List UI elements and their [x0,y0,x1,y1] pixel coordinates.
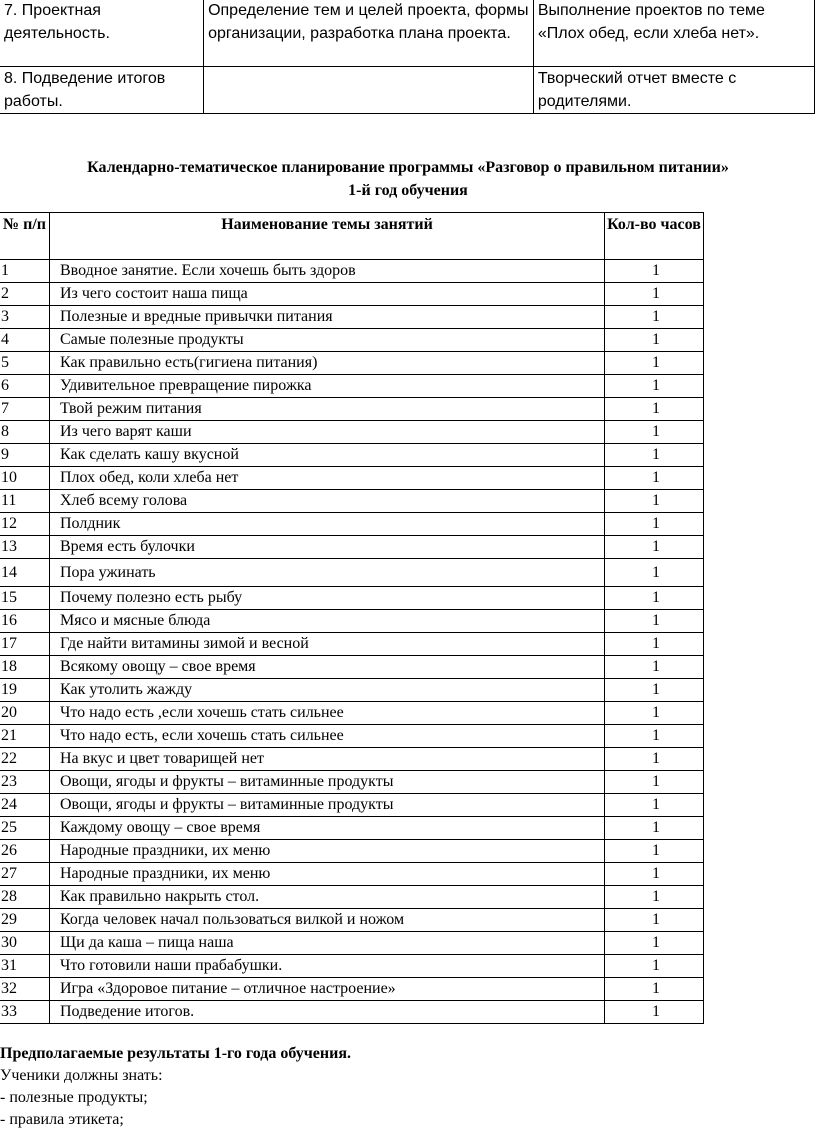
table-row [0,656,704,679]
lesson-number: 31 [0,955,50,978]
table-row [0,702,704,725]
lesson-topic: Удивительное превращение пирожка [50,375,605,398]
lesson-topic: Из чего состоит наша пища [50,283,605,306]
lesson-number: 11 [0,490,50,513]
activity-cell: Творческий отчет вместе с родителями. [533,67,814,114]
page-title: Календарно-тематическое планирование программы «Разговор о правильном питании» [87,159,729,176]
lesson-topic: Как утолить жажду [50,679,605,702]
lesson-number: 14 [0,559,50,587]
lesson-hours: 1 [605,725,704,748]
lesson-number: 15 [0,587,50,610]
lesson-number: 18 [0,656,50,679]
table-row [0,909,704,932]
lesson-hours: 1 [605,1001,704,1024]
table-row [0,932,704,955]
table-row [0,352,704,375]
table-row [0,306,704,329]
lesson-hours: 1 [605,283,704,306]
lesson-topic: Хлеб всему голова [50,490,605,513]
lesson-number: 19 [0,679,50,702]
lesson-number: 32 [0,978,50,1001]
lesson-hours: 1 [605,375,704,398]
table-row [0,748,704,771]
table-row [0,1001,704,1024]
table-row [0,490,704,513]
lesson-topic: Подведение итогов. [50,1001,605,1024]
lesson-topic: Что готовили наши прабабушки. [50,955,605,978]
results-heading: Предполагаемые результаты 1-го года обучения. [0,1045,351,1062]
lesson-topic: Почему полезно есть рыбу [50,587,605,610]
lesson-number: 26 [0,840,50,863]
lesson-topic: Из чего варят каши [50,421,605,444]
lesson-number: 29 [0,909,50,932]
lesson-topic: Как правильно есть(гигиена питания) [50,352,605,375]
lesson-topic: Народные праздники, их меню [50,840,605,863]
lesson-topic: Полдник [50,513,605,536]
lesson-number: 28 [0,886,50,909]
lesson-hours: 1 [605,467,704,490]
lesson-hours: 1 [605,306,704,329]
lesson-number: 12 [0,513,50,536]
lessons-table [0,212,704,1024]
table-row [0,444,704,467]
stage-cell: 7. Проектная деятельность. [0,0,204,67]
lesson-topic: Всякому овощу – свое время [50,656,605,679]
header-hours: Кол-во часов [605,213,704,260]
lesson-topic: Что надо есть, если хочешь стать сильнее [50,725,605,748]
table-header-row [0,213,704,260]
table-row [0,329,704,352]
lesson-topic: Мясо и мясные блюда [50,610,605,633]
lesson-topic: Игра «Здоровое питание – отличное настроение» [50,978,605,1001]
lesson-topic: Как правильно накрыть стол. [50,886,605,909]
table-row [0,0,815,67]
header-number: № п/п [0,213,50,260]
lesson-number: 25 [0,817,50,840]
lesson-topic: На вкус и цвет товарищей нет [50,748,605,771]
lesson-topic: Твой режим питания [50,398,605,421]
lesson-number: 8 [0,421,50,444]
table-row [0,513,704,536]
lesson-hours: 1 [605,513,704,536]
lessons-body [0,260,704,1024]
table-row [0,955,704,978]
lesson-hours: 1 [605,490,704,513]
lesson-hours: 1 [605,955,704,978]
lesson-number: 6 [0,375,50,398]
table-row [0,610,704,633]
lesson-topic: Вводное занятие. Если хочешь быть здоров [50,260,605,283]
lesson-hours: 1 [605,329,704,352]
lesson-topic: Пора ужинать [50,559,605,587]
lesson-hours: 1 [605,536,704,559]
lesson-number: 5 [0,352,50,375]
lesson-topic: Каждому овощу – свое время [50,817,605,840]
lesson-hours: 1 [605,656,704,679]
lesson-number: 20 [0,702,50,725]
lesson-number: 24 [0,794,50,817]
lesson-hours: 1 [605,748,704,771]
stage-cell: 8. Подведение итогов работы. [0,67,204,114]
lesson-hours: 1 [605,587,704,610]
lesson-number: 16 [0,610,50,633]
results-line: - правила этикета; [0,1111,124,1128]
table-row [0,67,815,114]
table-row [0,536,704,559]
lesson-topic: Самые полезные продукты [50,329,605,352]
table-row [0,771,704,794]
lesson-hours: 1 [605,909,704,932]
table-row [0,467,704,490]
lesson-hours: 1 [605,421,704,444]
lesson-hours: 1 [605,863,704,886]
lesson-topic: Овощи, ягоды и фрукты – витаминные продукты [50,794,605,817]
lesson-number: 30 [0,932,50,955]
header-topic: Наименование темы занятий [50,213,605,260]
table-row [0,587,704,610]
expected-results [0,1043,351,1131]
lesson-number: 21 [0,725,50,748]
table-row [0,863,704,886]
lesson-hours: 1 [605,398,704,421]
lesson-hours: 1 [605,444,704,467]
lesson-number: 4 [0,329,50,352]
lesson-number: 1 [0,260,50,283]
table-row [0,559,704,587]
lesson-topic: Когда человек начал пользоваться вилкой и ножом [50,909,605,932]
lesson-number: 27 [0,863,50,886]
lesson-topic: Что надо есть ,если хочешь стать сильнее [50,702,605,725]
lesson-topic: Где найти витамины зимой и весной [50,633,605,656]
lesson-number: 9 [0,444,50,467]
lesson-topic: Овощи, ягоды и фрукты – витаминные продукты [50,771,605,794]
table-row [0,283,704,306]
lesson-hours: 1 [605,978,704,1001]
lesson-number: 17 [0,633,50,656]
page-subtitle: 1-й год обучения [348,182,468,199]
content-cell: Определение тем и целей проекта, формы организации, разработка плана проекта. [204,0,534,67]
lesson-topic: Как сделать кашу вкусной [50,444,605,467]
lesson-hours: 1 [605,559,704,587]
lesson-topic: Время есть булочки [50,536,605,559]
table-row [0,978,704,1001]
lesson-number: 10 [0,467,50,490]
lesson-hours: 1 [605,817,704,840]
project-stages-table [0,0,815,114]
lesson-topic: Плох обед, коли хлеба нет [50,467,605,490]
lesson-number: 7 [0,398,50,421]
table-row [0,886,704,909]
lesson-number: 33 [0,1001,50,1024]
lesson-hours: 1 [605,794,704,817]
lesson-hours: 1 [605,679,704,702]
lesson-hours: 1 [605,610,704,633]
lesson-hours: 1 [605,771,704,794]
lesson-topic: Полезные и вредные привычки питания [50,306,605,329]
lesson-hours: 1 [605,932,704,955]
content-cell [204,67,534,114]
table-row [0,794,704,817]
lesson-number: 2 [0,283,50,306]
table-row [0,633,704,656]
results-line: - полезные продукты; [0,1089,148,1106]
table-row [0,840,704,863]
lesson-hours: 1 [605,886,704,909]
lesson-number: 3 [0,306,50,329]
results-line: Ученики должны знать: [0,1067,163,1084]
table-row [0,260,704,283]
table-row [0,817,704,840]
lesson-number: 13 [0,536,50,559]
lesson-topic: Щи да каша – пища наша [50,932,605,955]
lesson-hours: 1 [605,352,704,375]
lesson-hours: 1 [605,702,704,725]
lesson-hours: 1 [605,260,704,283]
table-row [0,421,704,444]
lesson-hours: 1 [605,633,704,656]
lesson-number: 22 [0,748,50,771]
lesson-hours: 1 [605,840,704,863]
table-row [0,375,704,398]
table-row [0,725,704,748]
activity-cell: Выполнение проектов по теме «Плох обед, если хлеба нет». [533,0,814,67]
table-row [0,398,704,421]
table-row [0,679,704,702]
lesson-number: 23 [0,771,50,794]
lesson-topic: Народные праздники, их меню [50,863,605,886]
